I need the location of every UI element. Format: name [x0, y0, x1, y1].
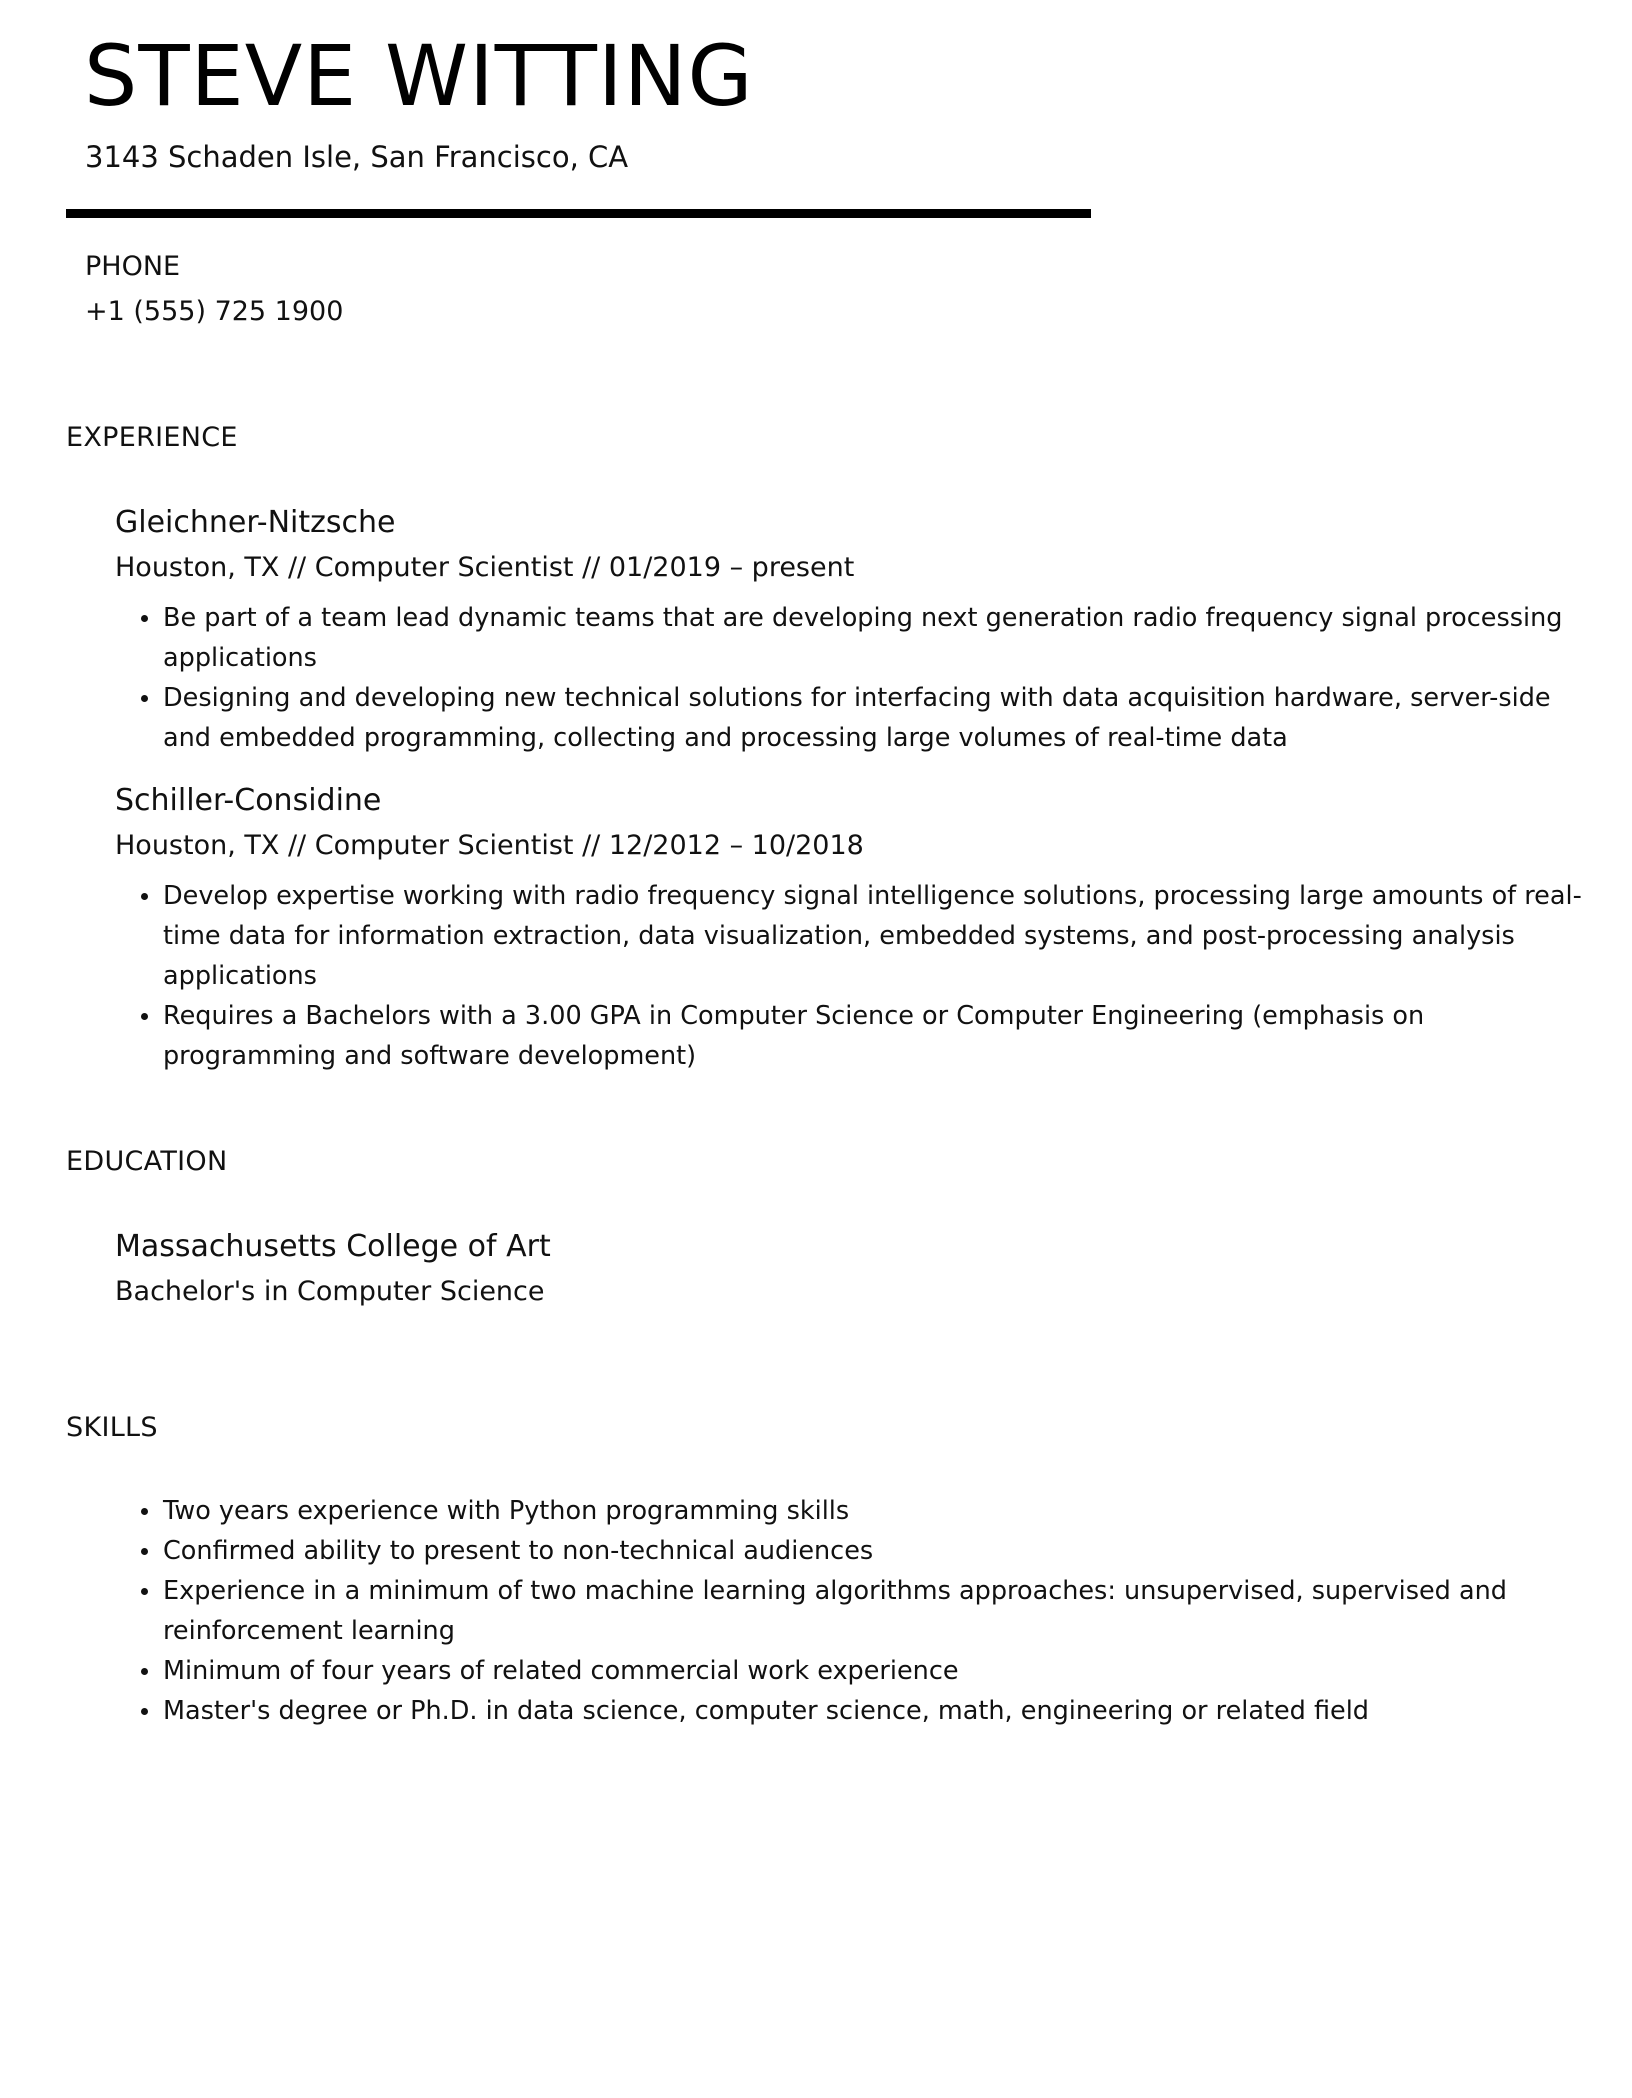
education-heading: EDUCATION: [66, 1146, 228, 1177]
job-company: Schiller-Considine: [115, 783, 382, 818]
phone-value: +1 (555) 725 1900: [85, 296, 344, 327]
job-details: Houston, TX // Computer Scientist // 01/2019 – present: [115, 552, 855, 583]
list-item: Requires a Bachelors with a 3.00 GPA in Computer Science or Computer Engineering (emphasis on programming and software development): [163, 996, 1593, 1076]
list-item: Master's degree or Ph.D. in data science, computer science, math, engineering or related field: [163, 1691, 1593, 1731]
education-school: Massachusetts College of Art: [115, 1229, 551, 1264]
skills-heading: SKILLS: [66, 1412, 158, 1443]
job-bullets: [163, 598, 1593, 758]
skills-list: [163, 1491, 1593, 1731]
job-bullets: [163, 876, 1593, 1076]
list-item: Minimum of four years of related commercial work experience: [163, 1651, 1593, 1691]
list-item: Two years experience with Python programming skills: [163, 1491, 1593, 1531]
experience-heading: EXPERIENCE: [66, 422, 238, 453]
list-item: Be part of a team lead dynamic teams that are developing next generation radio frequency signal processing applications: [163, 598, 1593, 678]
job-details: Houston, TX // Computer Scientist // 12/2012 – 10/2018: [115, 830, 864, 861]
list-item: Develop expertise working with radio frequency signal intelligence solutions, processing large amounts of real-time data for information extraction, data visualization, embedded systems, and post-processing analysis applications: [163, 876, 1593, 996]
education-degree: Bachelor's in Computer Science: [115, 1276, 545, 1307]
list-item: Experience in a minimum of two machine learning algorithms approaches: unsupervised, supervised and reinforcement learning: [163, 1571, 1593, 1651]
header-divider: [66, 209, 1091, 218]
job-company: Gleichner-Nitzsche: [115, 505, 396, 540]
list-item: Designing and developing new technical solutions for interfacing with data acquisition hardware, server-side and embedded programming, collecting and processing large volumes of real-time data: [163, 678, 1593, 758]
candidate-address: 3143 Schaden Isle, San Francisco, CA: [85, 140, 629, 174]
list-item: Confirmed ability to present to non-technical audiences: [163, 1531, 1593, 1571]
phone-label: PHONE: [85, 251, 181, 282]
candidate-name: STEVE WITTING: [84, 27, 754, 125]
